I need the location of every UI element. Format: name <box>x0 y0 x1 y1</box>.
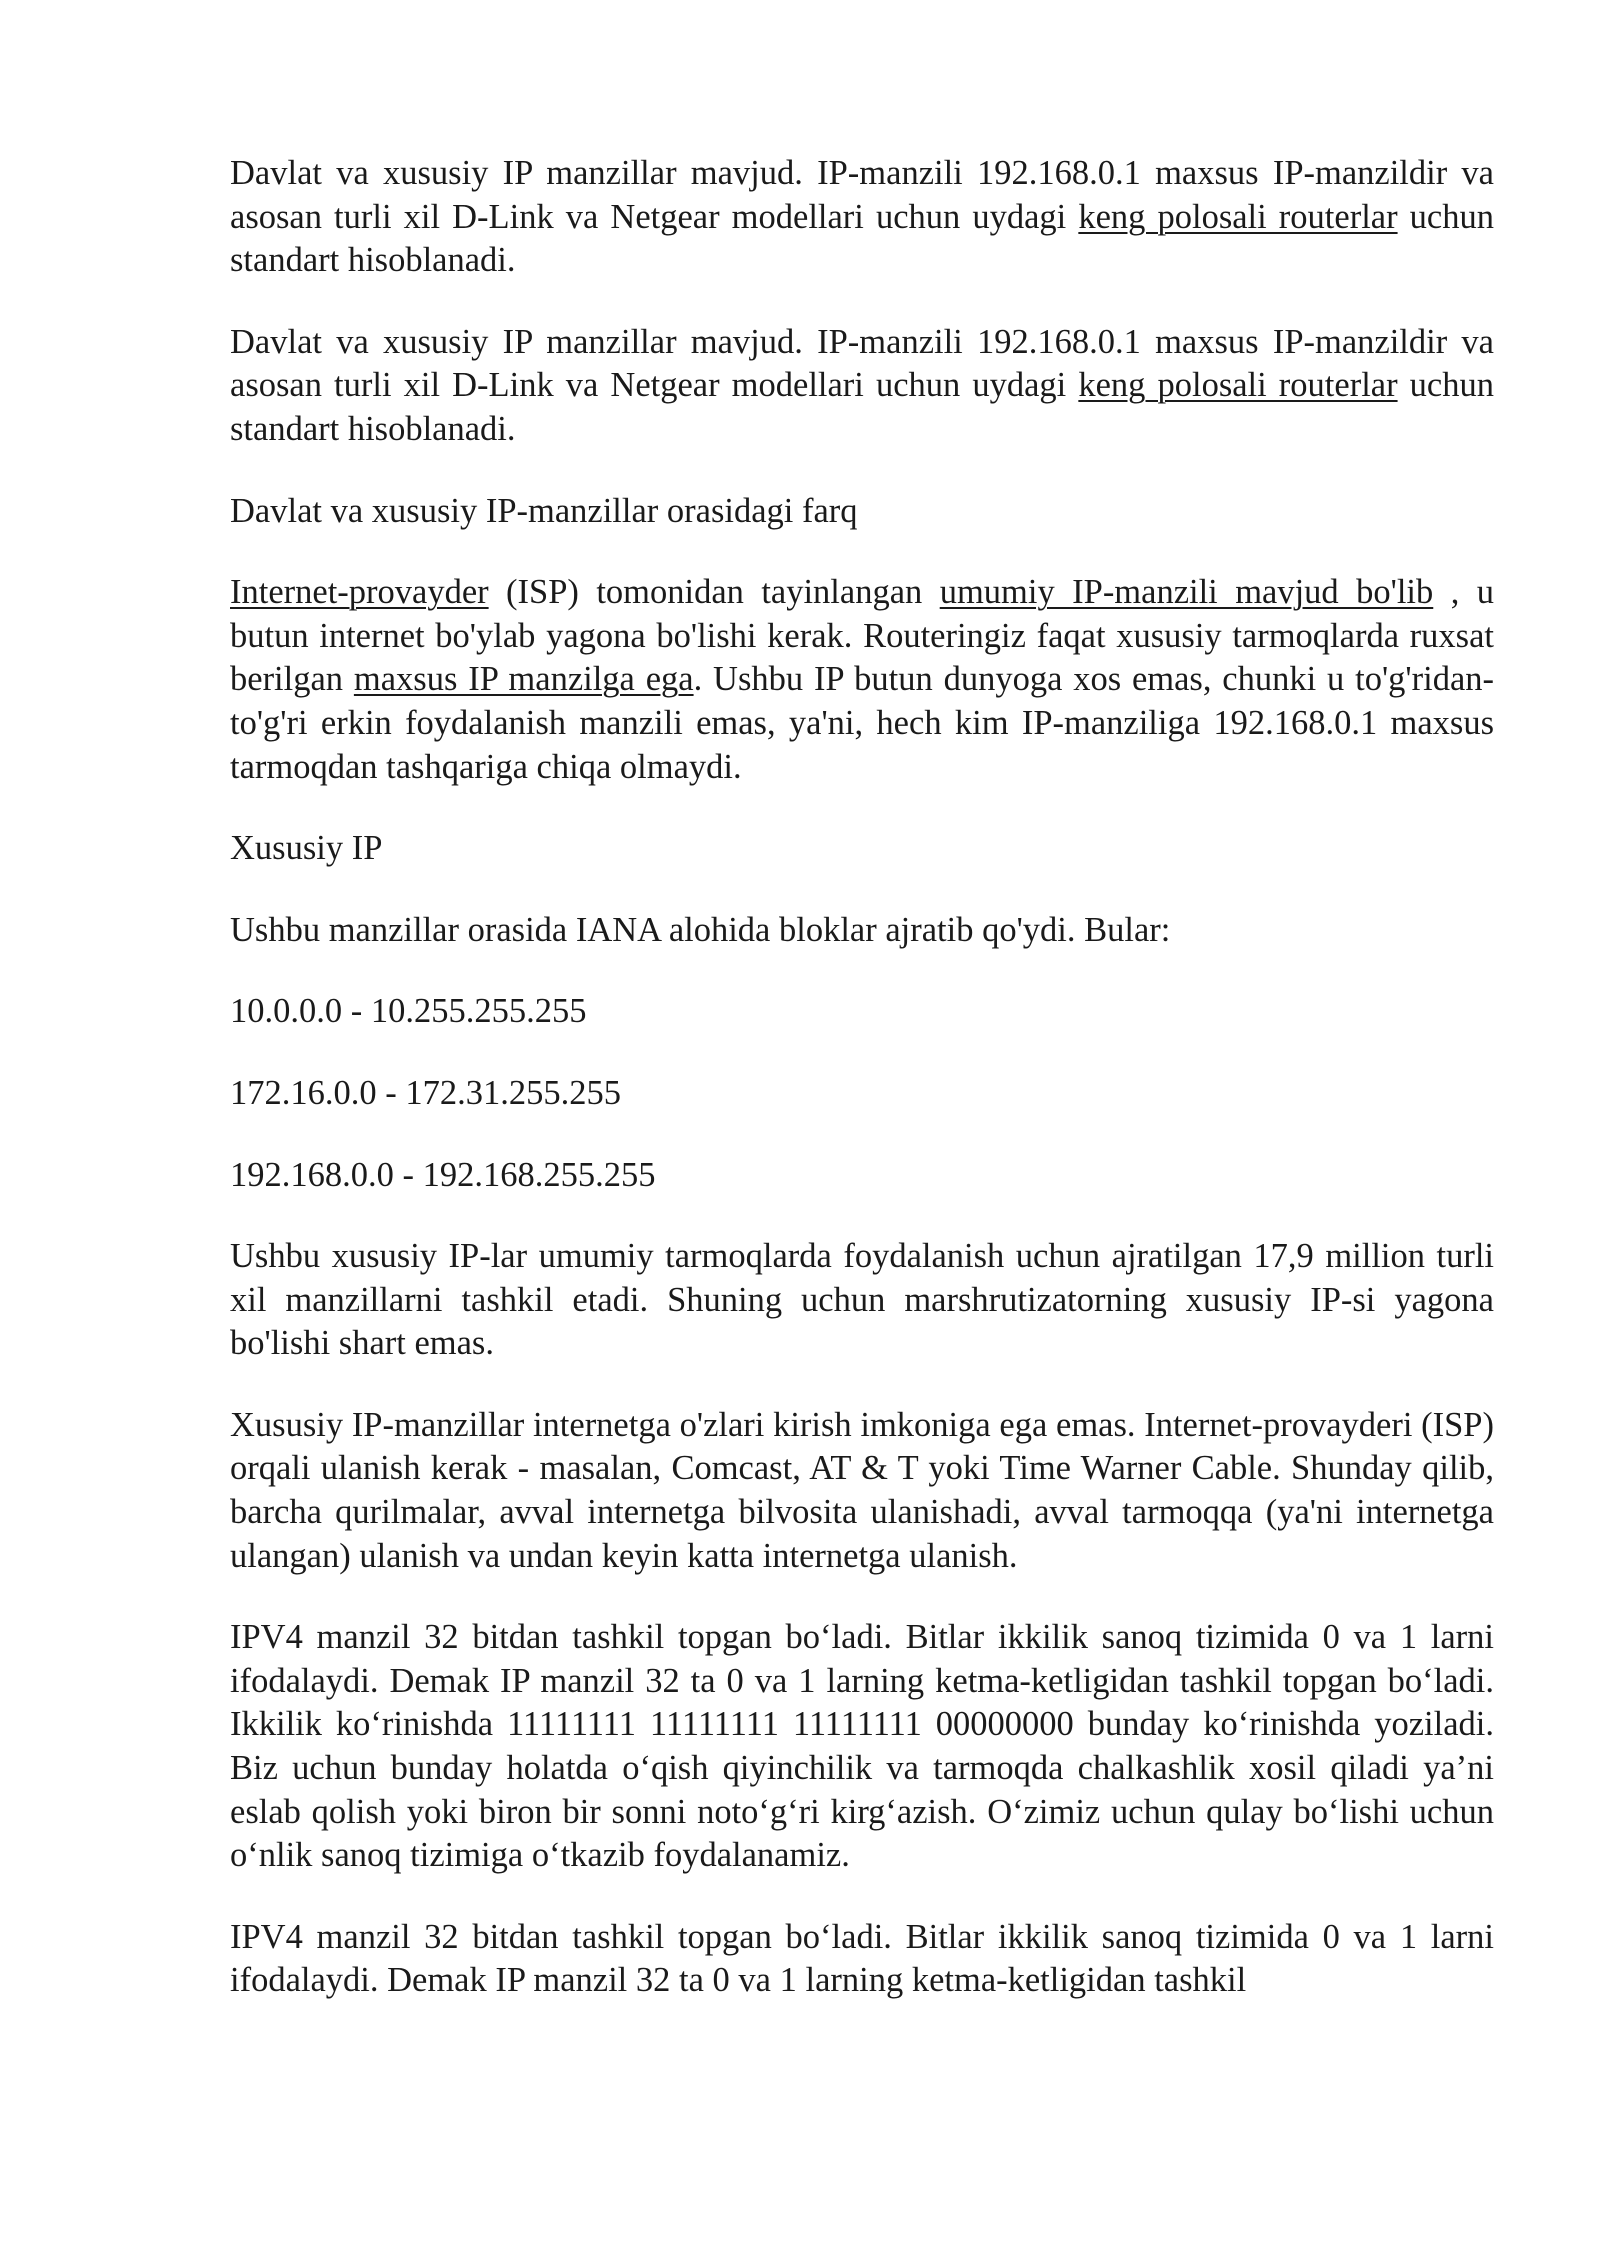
ip-range-10: 10.0.0.0 - 10.255.255.255 <box>230 992 587 1031</box>
link-special-ip[interactable]: maxsus IP manzilga ega <box>353 660 694 699</box>
link-broadband-routers[interactable]: keng polosali routerlar <box>1078 366 1398 405</box>
paragraph-text: uchun standart hisoblanadi. <box>230 197 1494 280</box>
link-internet-provider[interactable]: Internet-provayder <box>230 573 489 612</box>
paragraph-ip-intro-1 <box>230 152 1494 283</box>
document-page <box>230 152 1494 2041</box>
heading-private-ip: Xususiy IP <box>230 829 383 868</box>
paragraph-ipv4-bits-2: IPV4 manzil 32 bitdan tashkil topgan bo‘ladi. Bitlar ikkilik sanoq tizimida 0 va 1 larni ifodalaydi. Demak IP manzil 32 ta 0 va 1 larning ketma-ketligidan tashkil <box>230 1917 1494 2000</box>
paragraph-private-access: Xususiy IP-manzillar internetga o'zlari kirish imkoniga ega emas. Internet-provayderi (ISP) orqali ulanish kerak - masalan, Comcast, AT & T yoki Time Warner Cable. Shunday qilib, barcha qurilmalar, avval internetga bilvosita ulanishadi, avval tarmoqqa (ya'ni internetga ulangan) ulanish va undan keyin katta internetga ulanish. <box>230 1405 1494 1575</box>
ip-range-172: 172.16.0.0 - 172.31.255.255 <box>230 1073 621 1112</box>
paragraph-text: Davlat va xususiy IP manzillar mavjud. IP-manzili 192.168.0.1 maxsus IP-manzildir va asosan turli xil D-Link va Netgear modellari uchun uydagi <box>230 154 1494 236</box>
paragraph-text: , u butun internet bo'ylab yagona bo'lishi kerak. Routeringiz faqat xususiy tarmoqlarda ruxsat berilgan <box>230 573 1495 699</box>
paragraph-text: uchun standart hisoblanadi. <box>230 366 1494 448</box>
paragraph-text: Davlat va xususiy IP manzillar mavjud. IP-manzili 192.168.0.1 maxsus IP-manzildir va asosan turli xil D-Link va Netgear modellari uchun uydagi <box>230 322 1494 405</box>
paragraph-private-count: Ushbu xususiy IP-lar umumiy tarmoqlarda foydalanish uchun ajratilgan 17,9 million turli xil manzillarni tashkil etadi. Shuning uchun marshrutizatorning xususiy IP-si yagona bo'lishi shart emas. <box>230 1237 1494 1363</box>
paragraph-isp <box>230 571 1494 789</box>
paragraph-ip-intro-2 <box>230 321 1494 452</box>
link-public-ip[interactable]: umumiy IP-manzili mavjud bo'lib <box>939 573 1434 612</box>
paragraph-text: . Ushbu IP butun dunyoga xos emas, chunki u to'g'ridan-to'g'ri erkin foydalanish manzili emas, ya'ni, hech kim IP-manziliga 192.168.0.1 maxsus tarmoqdan tashqariga chiqa olmaydi. <box>230 660 1494 786</box>
ip-range-192: 192.168.0.0 - 192.168.255.255 <box>230 1155 656 1194</box>
heading-public-private-difference: Davlat va xususiy IP-manzillar orasidagi farq <box>230 491 858 530</box>
paragraph-text: (ISP) tomonidan tayinlangan <box>488 573 940 612</box>
link-broadband-routers[interactable]: keng polosali routerlar <box>1078 197 1398 236</box>
paragraph-ipv4-bits-1: IPV4 manzil 32 bitdan tashkil topgan bo‘ladi. Bitlar ikkilik sanoq tizimida 0 va 1 larni ifodalaydi. Demak IP manzil 32 ta 0 va 1 larning ketma-ketligidan tashkil topgan bo‘ladi. Ikkilik ko‘rinishda 11111111 11111111 11111111 00000000 bunday ko‘rinishda yoziladi. Biz uchun bunday holatda o‘qish qiyinchilik va tarmoqda chalkashlik xosil qiladi ya’ni eslab qolish yoki biron bir sonni noto‘g‘ri kirg‘azish. O‘zimiz uchun qulay bo‘lishi uchun o‘nlik sanoq tizimiga o‘tkazib foydalanamiz. <box>230 1618 1494 1875</box>
paragraph-iana-blocks: Ushbu manzillar orasida IANA alohida bloklar ajratib qo'ydi. Bular: <box>230 910 1171 949</box>
